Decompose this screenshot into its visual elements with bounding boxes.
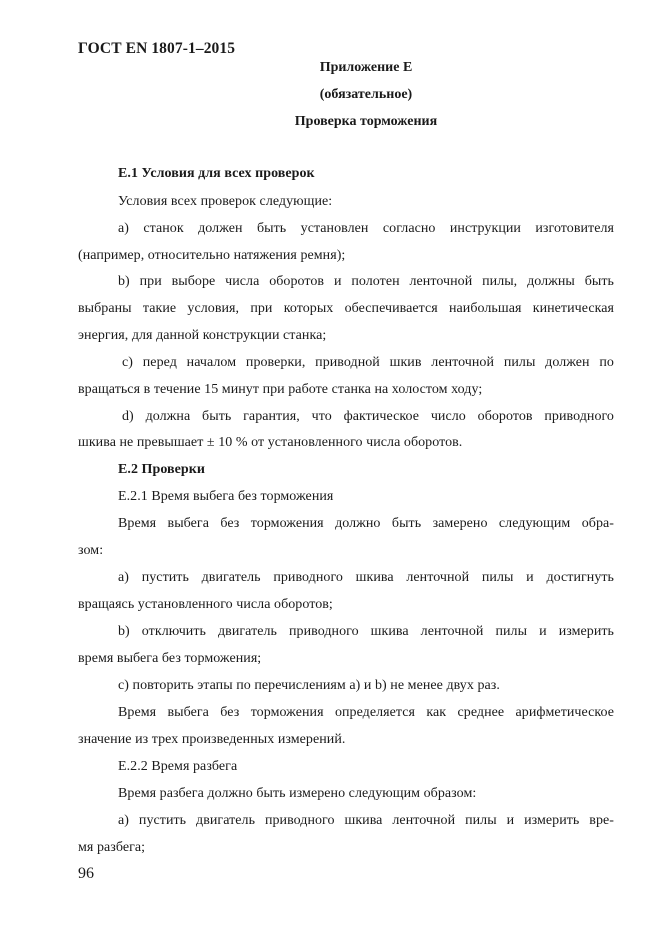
- paragraph-line: с) перед началом проверки, приводной шкив ленточной пилы должен по: [122, 355, 614, 370]
- paragraph-line: Время выбега без торможения определяется как среднее арифметическое: [118, 705, 614, 720]
- appendix-status: (обязательное): [319, 87, 413, 102]
- paragraph-line: время выбега без торможения;: [78, 651, 262, 666]
- standard-header: ГОСТ EN 1807-1–2015: [78, 40, 236, 57]
- paragraph-line: (например, относительно натяжения ремня);: [78, 248, 346, 263]
- paragraph-line: значение из трех произведенных измерений.: [78, 732, 346, 747]
- paragraph-line: вращаться в течение 15 минут при работе станка на холостом ходу;: [78, 382, 483, 397]
- section-heading: Е.2 Проверки: [118, 462, 205, 477]
- subsection-heading: Е.2.2 Время разбега: [118, 759, 238, 774]
- subsection-heading: Е.2.1 Время выбега без торможения: [118, 489, 334, 504]
- paragraph-line: с) повторить этапы по перечислениям а) и b) не менее двух раз.: [118, 678, 500, 693]
- paragraph-line: вращаясь установленного числа оборотов;: [78, 597, 333, 612]
- paragraph-line: b) при выборе числа оборотов и полотен ленточной пилы, должны быть: [118, 274, 614, 289]
- paragraph-line: мя разбега;: [78, 840, 146, 855]
- paragraph-line: шкива не превышает ± 10 % от установленного числа оборотов.: [78, 435, 463, 450]
- appendix-title: Приложение Е: [319, 60, 413, 75]
- paragraph-line: зом:: [78, 543, 104, 558]
- page-number: 96: [78, 865, 94, 882]
- section-heading: Е.1 Условия для всех проверок: [118, 166, 315, 181]
- paragraph-line: а) станок должен быть установлен согласно инструкции изготовителя: [118, 221, 614, 236]
- paragraph-line: b) отключить двигатель приводного шкива ленточной пилы и измерить: [118, 624, 614, 639]
- paragraph-line: выбраны такие условия, при которых обеспечивается наибольшая кинетическая: [78, 301, 614, 316]
- paragraph-line: Время разбега должно быть измерено следующим образом:: [118, 786, 477, 801]
- paragraph-line: энергия, для данной конструкции станка;: [78, 328, 327, 343]
- paragraph-line: d) должна быть гарантия, что фактическое число оборотов приводного: [122, 409, 614, 424]
- paragraph-line: Условия всех проверок следующие:: [118, 194, 333, 209]
- paragraph-line: Время выбега без торможения должно быть замерено следующим обра-: [118, 516, 614, 531]
- paragraph-line: а) пустить двигатель приводного шкива ленточной пилы и достигнуть: [118, 570, 614, 585]
- appendix-subject: Проверка торможения: [294, 114, 438, 129]
- paragraph-line: а) пустить двигатель приводного шкива ленточной пилы и измерить вре-: [118, 813, 614, 828]
